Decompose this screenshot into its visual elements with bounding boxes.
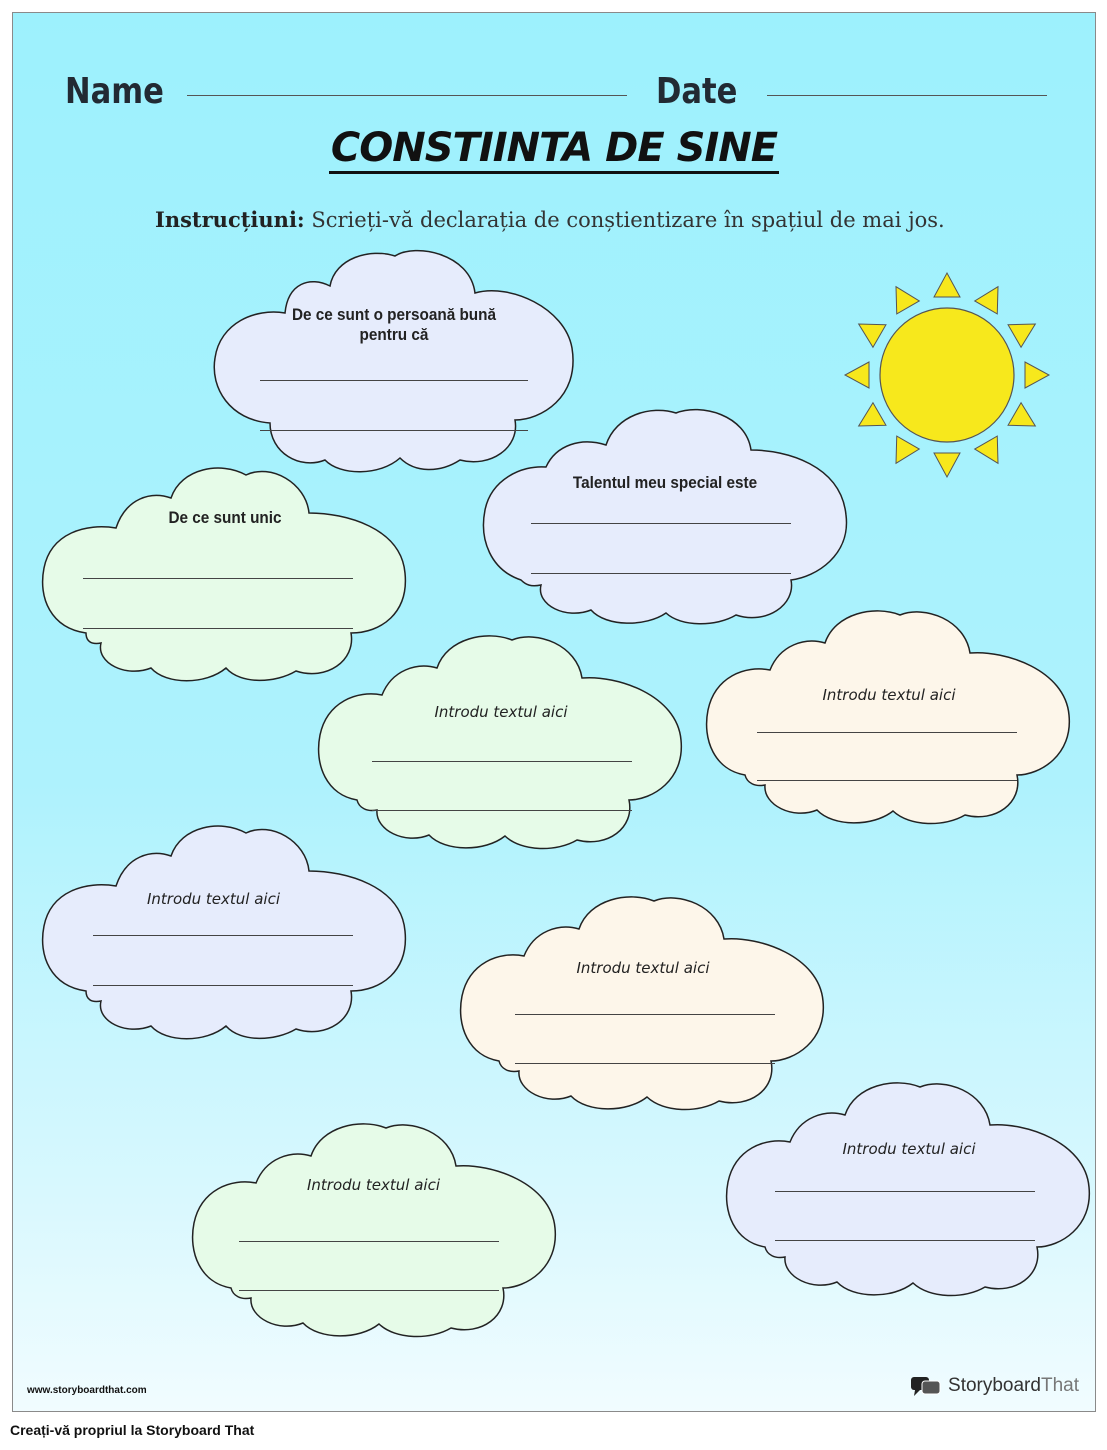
worksheet-page	[12, 12, 1096, 1412]
page-title: CONSTIINTA DE SINE	[13, 125, 1095, 171]
instructions	[155, 207, 945, 232]
cloud-special-talent	[481, 405, 849, 620]
writing-line[interactable]	[531, 523, 791, 524]
brand-text: StoryboardThat	[948, 1375, 1079, 1396]
writing-line[interactable]	[372, 810, 632, 811]
storyboardthat-logo[interactable]	[910, 1375, 1079, 1397]
sun-ray	[859, 403, 886, 426]
sun-ray	[896, 287, 919, 314]
writing-line[interactable]	[260, 380, 528, 381]
sun-ray	[1008, 403, 1035, 426]
cloud-label: Introdu textul aici	[146, 890, 281, 908]
writing-line[interactable]	[515, 1063, 775, 1064]
date-label: Date	[656, 71, 738, 112]
name-label: Name	[65, 71, 164, 112]
cloud-label-line2: pentru că	[359, 325, 429, 344]
writing-line[interactable]	[515, 1014, 775, 1015]
cloud-text-6	[191, 1118, 559, 1333]
sun-icon	[843, 271, 1053, 481]
writing-line[interactable]	[83, 628, 353, 629]
cloud-label: Introdu textul aici	[842, 1140, 976, 1158]
bottom-caption[interactable]: Creați-vă propriul la Storyboard That	[10, 1422, 255, 1438]
name-field-line[interactable]	[187, 95, 627, 96]
writing-line[interactable]	[757, 732, 1017, 733]
cloud-label: Introdu textul aici	[306, 1176, 441, 1194]
cloud-text-5	[725, 1077, 1093, 1292]
sun-ray	[845, 362, 869, 388]
cloud-text-2	[705, 605, 1073, 820]
cloud-shape	[41, 821, 409, 1036]
cloud-label: Introdu textul aici	[822, 686, 956, 704]
writing-line[interactable]	[531, 573, 791, 574]
cloud-text-1	[317, 630, 685, 845]
cloud-label: Talentul meu special este	[572, 473, 758, 492]
writing-line[interactable]	[757, 780, 1017, 781]
cloud-shape	[725, 1077, 1093, 1292]
sun-ray	[1025, 362, 1049, 388]
date-field-line[interactable]	[767, 95, 1047, 96]
sun-ray	[934, 273, 960, 297]
instructions-text: Scrieți-vă declarația de conștientizare în spațiul de mai jos.	[304, 208, 945, 232]
cloud-label: Introdu textul aici	[576, 959, 710, 977]
cloud-shape	[191, 1118, 559, 1333]
writing-line[interactable]	[372, 761, 632, 762]
cloud-text-4	[459, 891, 827, 1106]
sun-ray	[975, 287, 998, 314]
writing-line[interactable]	[775, 1240, 1035, 1241]
sun-ray	[896, 436, 919, 463]
writing-line[interactable]	[775, 1191, 1035, 1192]
cloud-shape	[459, 891, 827, 1106]
cloud-shape	[481, 405, 849, 620]
cloud-text-3	[41, 821, 409, 1036]
writing-line[interactable]	[93, 985, 353, 986]
sun-ray	[1008, 324, 1035, 347]
speech-bubble-icon	[910, 1375, 942, 1397]
writing-line[interactable]	[83, 578, 353, 579]
instructions-label: Instrucțiuni:	[155, 207, 305, 232]
writing-line[interactable]	[93, 935, 353, 936]
writing-line[interactable]	[239, 1290, 499, 1291]
sun-ray	[859, 324, 886, 347]
cloud-label: Introdu textul aici	[434, 703, 568, 721]
cloud-shape	[317, 630, 685, 845]
cloud-label: De ce sunt unic	[168, 508, 282, 527]
cloud-shape	[705, 605, 1073, 820]
writing-line[interactable]	[239, 1241, 499, 1242]
sun-ray	[975, 436, 998, 463]
sun-ray	[934, 453, 960, 477]
footer-url[interactable]: www.storyboardthat.com	[27, 1385, 147, 1396]
cloud-label: De ce sunt o persoană bună	[291, 305, 497, 324]
